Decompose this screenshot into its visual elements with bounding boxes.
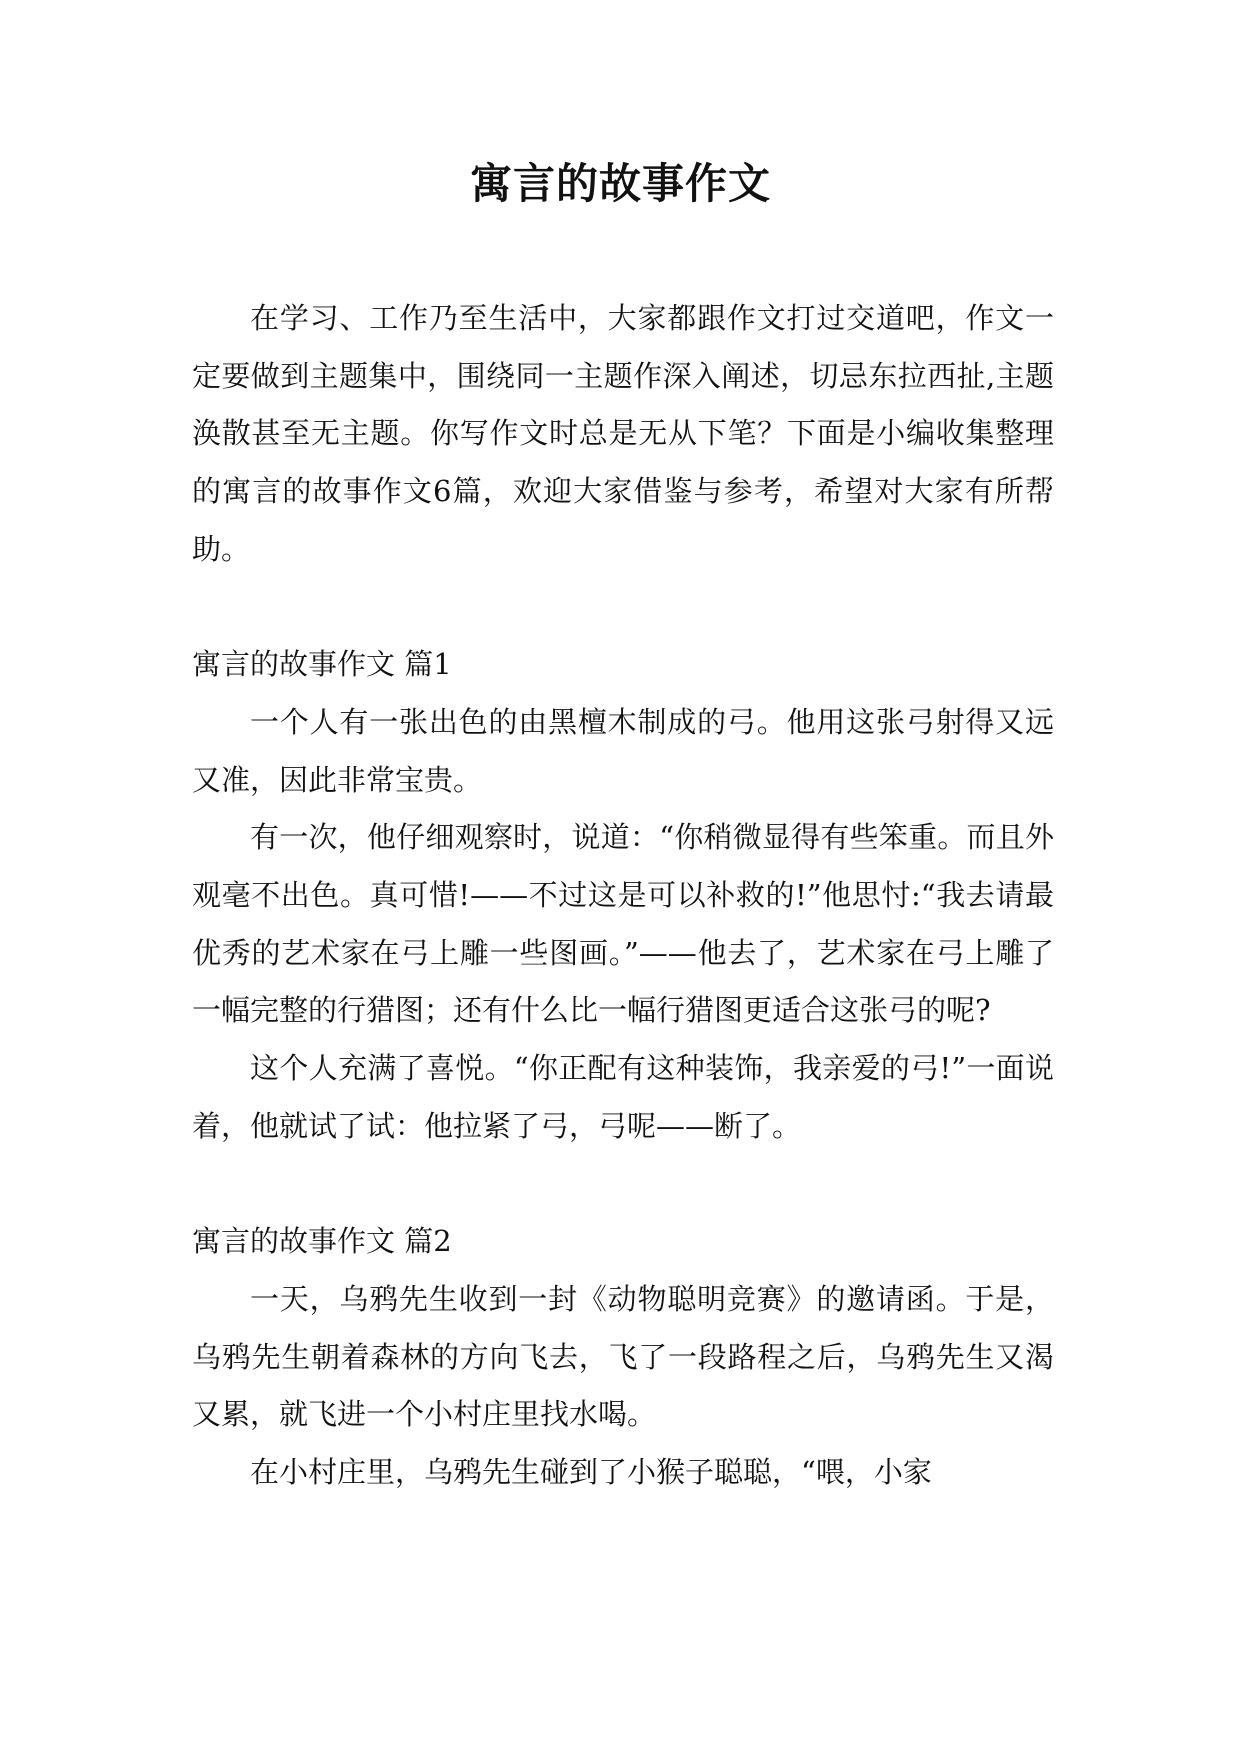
section-spacer: [192, 579, 1054, 637]
body-paragraph: 有一次，他仔细观察时，说道：“你稍微显得有些笨重。而且外观毫不出色。真可惜!——不过这是可以补救的!”他思忖:“我去请最优秀的艺术家在弓上雕一些图画。”——他去了，艺术家在弓上雕了一幅完整的行猎图；还有什么比一幅行猎图更适合这张弓的呢?: [192, 820, 1054, 1028]
section-heading: 寓言的故事作文 篇1: [192, 647, 452, 682]
body-paragraph: 在小村庄里，乌鸦先生碰到了小猴子聪聪，“喂，小家: [250, 1455, 932, 1490]
body-paragraph: 一个人有一张出色的由黑檀木制成的弓。他用这张弓射得又远又准，因此非常宝贵。: [192, 704, 1054, 797]
intro-paragraph: 在学习、工作乃至生活中，大家都跟作文打过交道吧，作文一定要做到主题集中，围绕同一主题作深入阐述，切忌东拉西扯,主题涣散甚至无主题。你写作文时总是无从下笔？下面是小编收集整理的寓言的故事作文6篇，欢迎大家借鉴与参考，希望对大家有所帮助。: [192, 301, 1054, 566]
body-paragraph: 这个人充满了喜悦。“你正配有这种装饰，我亲爱的弓!”一面说着，他就试了试：他拉紧了弓，弓呢——断了。: [192, 1051, 1054, 1143]
document-body: [192, 290, 1054, 1502]
section-spacer: [192, 1156, 1054, 1214]
section-heading: 寓言的故事作文 篇2: [192, 1224, 452, 1259]
document-title: 寓言的故事作文: [469, 159, 771, 208]
body-paragraph: 一天，乌鸦先生收到一封《动物聪明竞赛》的邀请函。于是，乌鸦先生朝着森林的方向飞去，飞了一段路程之后，乌鸦先生又渴又累，就飞进一个小村庄里找水喝。: [192, 1281, 1054, 1432]
